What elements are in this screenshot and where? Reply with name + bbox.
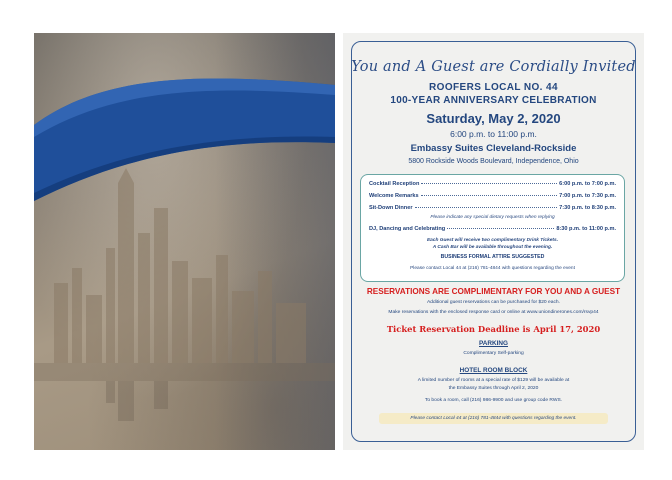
hotel-booking-line: To book a room, call (216) 986-9900 and use group code RWS. xyxy=(424,398,563,403)
hotel-date-line: the Embassy Suites through April 2, 2020 xyxy=(448,386,539,391)
schedule-box xyxy=(360,174,625,282)
reservations-heading: RESERVATIONS ARE COMPLIMENTARY FOR YOU AND A GUEST xyxy=(366,287,621,296)
schedule-time: 8:30 p.m. to 11:00 p.m. xyxy=(556,226,616,232)
event-date: Saturday, May 2, 2020 xyxy=(426,111,561,126)
skyline-and-ribbon-art xyxy=(34,33,335,450)
reservation-deadline: Ticket Reservation Deadline is April 17, 2020 xyxy=(386,324,601,334)
attire-note: BUSINESS FORMAL ATTIRE SUGGESTED xyxy=(440,254,545,260)
schedule-label: Welcome Remarks xyxy=(369,193,419,199)
schedule-row xyxy=(369,181,616,190)
reservation-instructions: Make reservations with the enclosed response card or online at www.uniondinerones.com/rsvp44 xyxy=(388,310,599,315)
event-time: 6:00 p.m. to 11:00 p.m. xyxy=(450,129,537,139)
parking-text: Complimentary Self-parking xyxy=(463,351,524,356)
schedule-row xyxy=(369,193,616,202)
schedule-label: DJ, Dancing and Celebrating xyxy=(369,226,446,232)
schedule-time: 7:30 p.m. to 8:30 p.m. xyxy=(559,205,616,211)
hotel-heading: HOTEL ROOM BLOCK xyxy=(459,367,528,374)
schedule-row xyxy=(369,205,616,214)
parking-heading: PARKING xyxy=(479,340,508,347)
skyline-silhouette xyxy=(54,168,306,363)
schedule-time: 7:00 p.m. to 7:30 p.m. xyxy=(559,193,616,199)
schedule-row xyxy=(369,226,616,235)
drink-note-1: Each Guest will receive two complimentary Drink Tickets. xyxy=(426,238,559,243)
venue-address: 5800 Rockside Woods Boulevard, Independence, Ohio xyxy=(408,158,579,165)
hotel-rate-line: A limited number of rooms at a special rate of $129 will be available at xyxy=(417,378,570,383)
contact-footer xyxy=(379,413,608,424)
footer-contact-text: Please contact Local 44 at (216) 781-4844 with questions regarding the event. xyxy=(410,415,577,421)
schedule-time: 6:00 p.m. to 7:00 p.m. xyxy=(559,181,616,187)
additional-reservations-note: Additional guest reservations can be purchased for $20 each. xyxy=(427,300,560,305)
celebration-title: 100-YEAR ANNIVERSARY CELEBRATION xyxy=(390,95,597,106)
schedule-label: Cocktail Reception xyxy=(369,181,420,187)
event-venue: Embassy Suites Cleveland-Rockside xyxy=(410,143,577,154)
drink-note-2: A Cash Bar will be available throughout the evening. xyxy=(432,245,553,250)
schedule-label: Sit-Down Dinner xyxy=(369,205,413,211)
event-contact-note: Please contact Local 44 at (216) 781-4844 with questions regarding the event xyxy=(410,266,575,271)
cityscape-photo xyxy=(34,33,335,450)
invitation-card xyxy=(34,33,644,450)
dietary-note: Please indicate any special dietary requests when replying xyxy=(430,215,555,220)
organization-name: ROOFERS LOCAL NO. 44 xyxy=(429,82,558,93)
details-panel xyxy=(343,33,644,450)
invitation-headline: You and A Guest are Cordially Invited xyxy=(351,59,636,75)
